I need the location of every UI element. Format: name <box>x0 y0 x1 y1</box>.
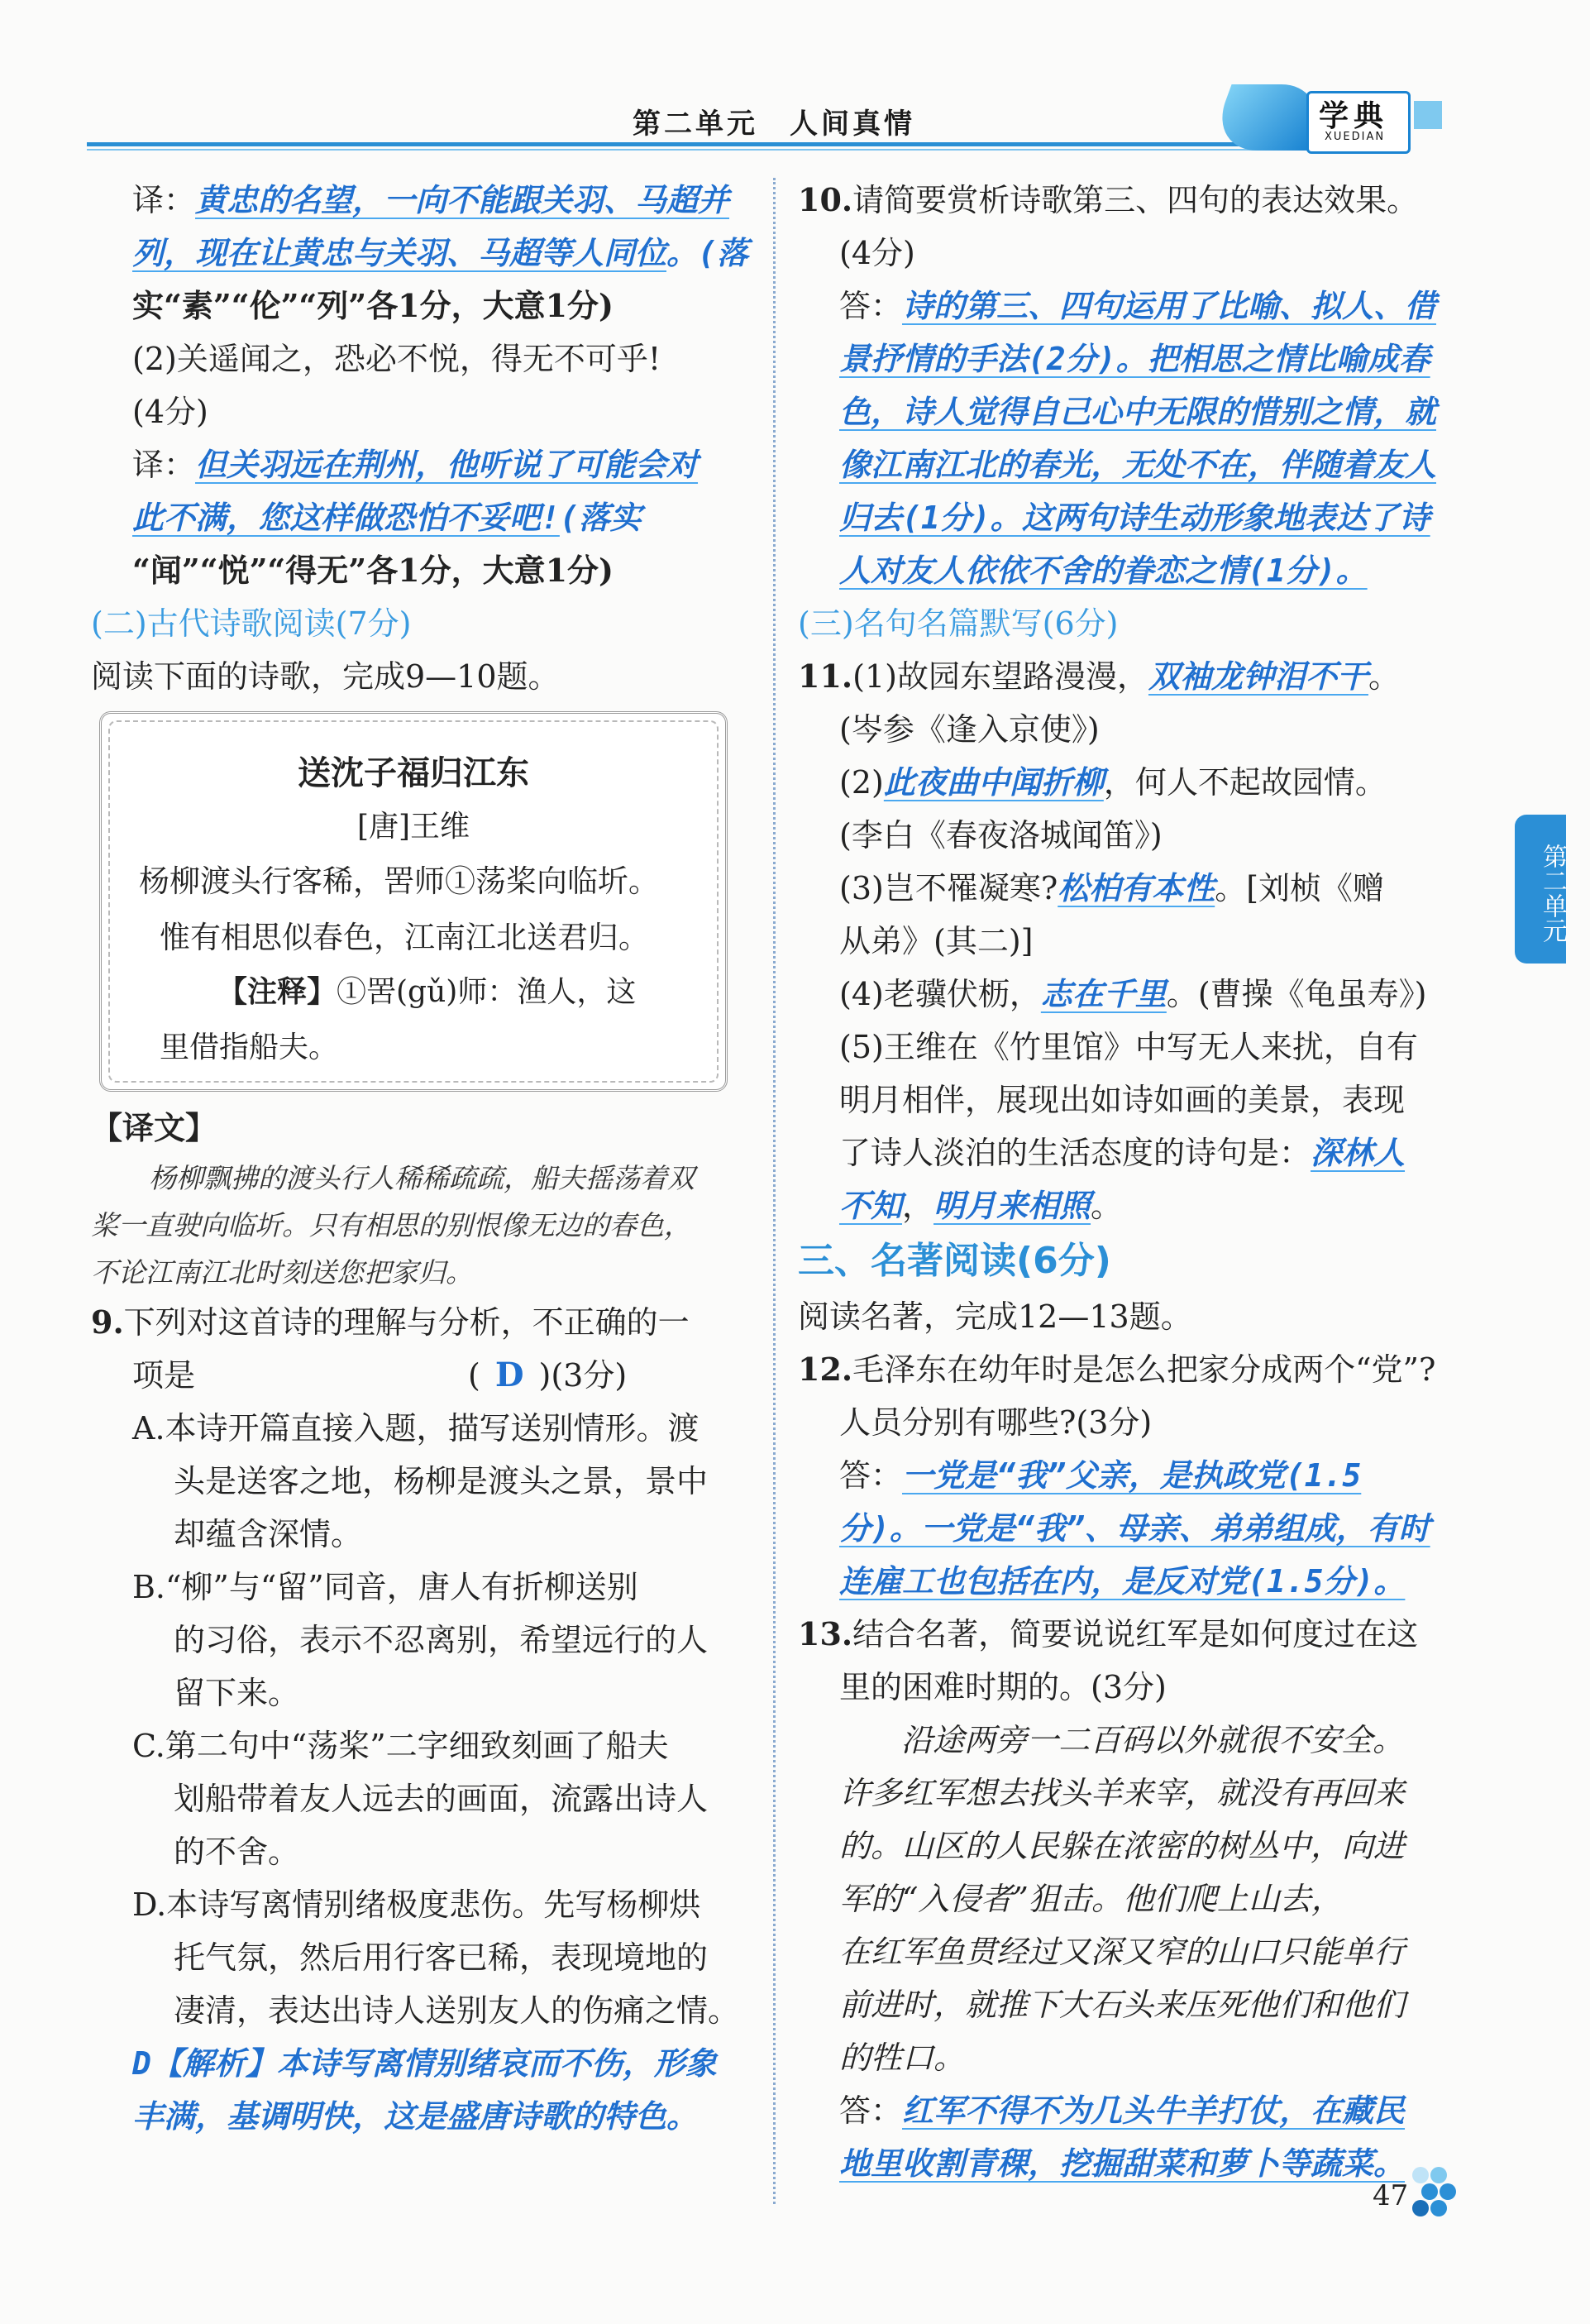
answer-label: 答： <box>839 1457 903 1494</box>
question-11-2 <box>798 756 1459 809</box>
translation-line <box>91 227 752 280</box>
punct: 。 <box>1091 1188 1123 1224</box>
option-b-cont: 留下来。 <box>174 1675 300 1711</box>
passage-line: 的牲口。 <box>839 2039 966 2076</box>
passage-line: 军的“入侵者”狙击。他们爬上山去， <box>839 1881 1343 1917</box>
handwritten-answer: 但关羽远在荆州，他听说了可能会对 <box>195 447 699 483</box>
section-heading: (二)古代诗歌阅读(7分) <box>91 605 412 642</box>
question-11-5-cont <box>798 1126 1459 1179</box>
paren: ( <box>468 1357 480 1394</box>
question-13-cont: 里的困难时期的。(3分) <box>839 1669 1167 1705</box>
question-text: 下列对这首诗的理解与分析，不正确的一 <box>123 1304 690 1341</box>
question-number: 12. <box>798 1351 853 1388</box>
translation-line <box>91 491 752 544</box>
note-label: 【注释】 <box>217 974 337 1009</box>
question-line: (2)关遥闻之，恐必不悦，得无不可乎! <box>132 341 661 377</box>
logo-text: 学典 <box>1319 98 1389 133</box>
question-9-line2 <box>91 1349 752 1402</box>
question-11-5: (5)王维在《竹里馆》中写无人来扰，自有 <box>839 1029 1418 1065</box>
scoring-line: “闻”“悦”“得无”各1分，大意1分) <box>132 552 614 589</box>
question-text: (3)岂不罹凝寒? <box>839 870 1058 906</box>
poem-title: 送沈子福归江东 <box>298 754 529 792</box>
answer-label: 答： <box>839 2092 903 2129</box>
logo-subtext: XUEDIAN <box>1325 131 1386 143</box>
option-a-cont: 头是送客之地，杨柳是渡头之景，景中 <box>174 1463 709 1499</box>
question-text: (1)故园东望路漫漫， <box>852 658 1148 695</box>
question-12-cont: 人员分别有哪些?(3分) <box>839 1404 1153 1441</box>
handwritten-answer: 此夜曲中闻折柳 <box>883 764 1104 801</box>
handwritten-answer: 景抒情的手法(2分)。把相思之情比喻成春 <box>839 341 1430 377</box>
handwritten-answer: 色，诗人觉得自己心中无限的惜别之情，就 <box>839 394 1437 430</box>
label: 译： <box>132 182 196 218</box>
column-divider <box>773 178 776 2204</box>
instruction: 阅读下面的诗歌，完成9—10题。 <box>91 658 560 695</box>
handwritten-answer: 松柏有本性 <box>1058 870 1215 906</box>
handwritten-answer: 诗的第三、四句运用了比喻、拟人、借 <box>902 288 1437 324</box>
translation-text: 不论江南江北时刻送您把家归。 <box>91 1256 473 1289</box>
question-text: 。[刘桢《赠 <box>1215 870 1385 906</box>
option-a-cont: 却蕴含深情。 <box>174 1516 363 1552</box>
question-12 <box>798 1343 1459 1396</box>
answer-line <box>798 1449 1459 1502</box>
question-number: 13. <box>798 1615 853 1652</box>
answer-line <box>798 2084 1459 2137</box>
translation-line <box>91 174 752 227</box>
handwritten-note: 。(落 <box>666 235 748 271</box>
source: (岑参《逢入京使》) <box>839 711 1100 748</box>
handwritten-note: (落实 <box>559 500 642 536</box>
punct: 。 <box>1368 658 1400 695</box>
option-a: A.本诗开篇直接入题，描写送别情形。渡 <box>132 1410 700 1447</box>
analysis: D【解析】本诗写离情别绪哀而不伤，形象 <box>132 2045 717 2082</box>
poem-note <box>217 968 636 1011</box>
question-text: (4)老骥伏枥， <box>839 976 1041 1012</box>
question-text: 。(曹操《龟虽寿》) <box>1166 976 1427 1012</box>
handwritten-answer: 人对友人依依不舍的眷恋之情(1分)。 <box>839 552 1368 589</box>
option-b-cont: 的习俗，表示不忍离别，希望远行的人 <box>174 1622 709 1658</box>
right-column <box>798 174 1459 2190</box>
handwritten-answer: 明月来相照 <box>933 1188 1091 1224</box>
option-d-cont: 托气氛，然后用行客已稀，表现境地的 <box>174 1939 709 1976</box>
analysis: 丰满，基调明快，这是盛唐诗歌的特色。 <box>132 2098 699 2135</box>
translation-line <box>91 438 752 491</box>
passage-line: 沿途两旁一二百码以外就很不安全。 <box>901 1722 1405 1758</box>
page-header <box>87 91 1451 149</box>
answer-label: 答： <box>839 288 903 324</box>
question-number: 10. <box>798 181 853 218</box>
handwritten-answer: 像江南江北的春光，无处不在，伴随着友人 <box>839 447 1437 483</box>
question-text: 项是 <box>132 1357 196 1394</box>
passage-line: 许多红军想去找头羊来宰，就没有再回来 <box>839 1775 1406 1811</box>
option-b: B.“柳”与“留”同音，唐人有折柳送别 <box>132 1569 638 1605</box>
handwritten-answer: 黄忠的名望，一向不能跟关羽、马超并 <box>195 182 730 218</box>
handwritten-answer: 双袖龙钟泪不干 <box>1148 658 1368 695</box>
question-11-1 <box>798 650 1459 703</box>
punct: ， <box>902 1188 934 1224</box>
poem-box <box>99 711 728 1092</box>
question-text: (2) <box>839 764 884 801</box>
scoring-line: 实“素”“伦”“列”各1分，大意1分) <box>132 287 614 324</box>
handwritten-answer: 连雇工也包括在内，是反对党(1.5分)。 <box>839 1563 1406 1600</box>
logo-square-icon <box>1414 101 1442 129</box>
handwritten-answer: 分)。一党是“我”、母亲、弟弟组成，有时 <box>839 1510 1430 1547</box>
passage-line: 在红军鱼贯经过又深又窄的山口只能单行 <box>839 1934 1406 1970</box>
option-c-cont: 的不舍。 <box>174 1834 300 1870</box>
handwritten-answer: 不知 <box>839 1188 903 1224</box>
question-points: (4分) <box>839 235 915 271</box>
poem-line: 杨柳渡头行客稀，罟师①荡桨向临圻。 <box>139 863 659 899</box>
header-rule-thin <box>87 149 1294 151</box>
source: 从弟》(其二)] <box>839 923 1034 959</box>
question-9 <box>91 1296 752 1349</box>
handwritten-answer: 列，现在让黄忠与关羽、马超等人同位 <box>132 235 667 271</box>
question-text: 请简要赏析诗歌第三、四句的表达效果。 <box>852 182 1419 218</box>
handwritten-answer: 一党是“我”父亲，是执政党(1.5 <box>902 1457 1362 1494</box>
question-13 <box>798 1608 1459 1661</box>
translation-heading: 【译文】 <box>91 1109 217 1146</box>
option-c-cont: 划船带着友人远去的画面，流露出诗人 <box>174 1781 709 1817</box>
note-text: ①罟(gǔ)师：渔人，这 <box>337 975 637 1009</box>
points: )(3分) <box>538 1357 628 1394</box>
section-heading-major: 三、名著阅读(6分) <box>798 1240 1111 1282</box>
option-d-cont: 凄清，表达出诗人送别友人的伤痛之情。 <box>174 1992 740 2029</box>
question-text: ，何人不起故园情。 <box>1103 764 1387 801</box>
poem-note: 里借指船夫。 <box>160 1030 339 1064</box>
question-11-3 <box>798 862 1459 915</box>
passage-line: 前进时，就推下大石头来压死他们和他们 <box>839 1987 1406 2023</box>
answer-choice: D <box>494 1356 524 1394</box>
poem-author: [唐]王维 <box>356 810 470 844</box>
question-text: 了诗人淡泊的生活态度的诗句是： <box>839 1135 1311 1171</box>
question-number: 11. <box>798 658 853 695</box>
translation-text: 杨柳飘拂的渡头行人稀稀疏疏，船夫摇荡着双 <box>149 1162 695 1194</box>
handwritten-answer: 深林人 <box>1311 1135 1406 1171</box>
unit-side-tab: 第二单元 <box>1515 815 1566 964</box>
question-11-5-cont <box>798 1179 1459 1232</box>
question-number: 9. <box>91 1303 124 1341</box>
page-number: 47 <box>1373 2179 1409 2212</box>
question-11-5-cont: 明月相伴，展现出如诗如画的美景，表现 <box>839 1082 1406 1118</box>
label: 译： <box>132 447 196 483</box>
option-d: D.本诗写离情别绪极度悲伤。先写杨柳烘 <box>132 1886 701 1923</box>
handwritten-answer: 地里收割青稞，挖掘甜菜和萝卜等蔬菜。 <box>839 2145 1406 2182</box>
section-heading: (三)名句名篇默写(6分) <box>798 605 1119 642</box>
question-text: 结合名著，简要说说红军是如何度过在这 <box>852 1616 1419 1652</box>
handwritten-answer: 红军不得不为几头牛羊打仗，在藏民 <box>902 2092 1406 2129</box>
question-line: (4分) <box>132 394 208 430</box>
unit-title: 第二单元 人间真情 <box>633 108 915 141</box>
instruction: 阅读名著，完成12—13题。 <box>798 1298 1192 1335</box>
poem-line: 惟有相思似春色，江南江北送君归。 <box>160 920 649 955</box>
source: (李白《春夜洛城闻笛》) <box>839 817 1163 854</box>
handwritten-answer: 归去(1分)。这两句诗生动形象地表达了诗 <box>839 500 1430 536</box>
question-text: 毛泽东在幼年时是怎么把家分成两个“党”? <box>852 1351 1436 1388</box>
answer-line <box>798 280 1459 332</box>
left-column <box>91 174 752 2143</box>
question-10 <box>798 174 1459 227</box>
handwritten-answer: 志在千里 <box>1040 976 1167 1012</box>
question-11-4 <box>798 968 1459 1021</box>
handwritten-answer: 此不满，您这样做恐怕不妥吧! <box>132 500 560 536</box>
header-rule <box>87 142 1294 146</box>
option-c: C.第二句中“荡桨”二字细致刻画了船夫 <box>132 1728 669 1764</box>
translation-text: 桨一直驶向临圻。只有相思的别恨像无边的春色， <box>91 1209 691 1241</box>
passage-line: 的。山区的人民躲在浓密的树丛中，向进 <box>839 1828 1406 1864</box>
